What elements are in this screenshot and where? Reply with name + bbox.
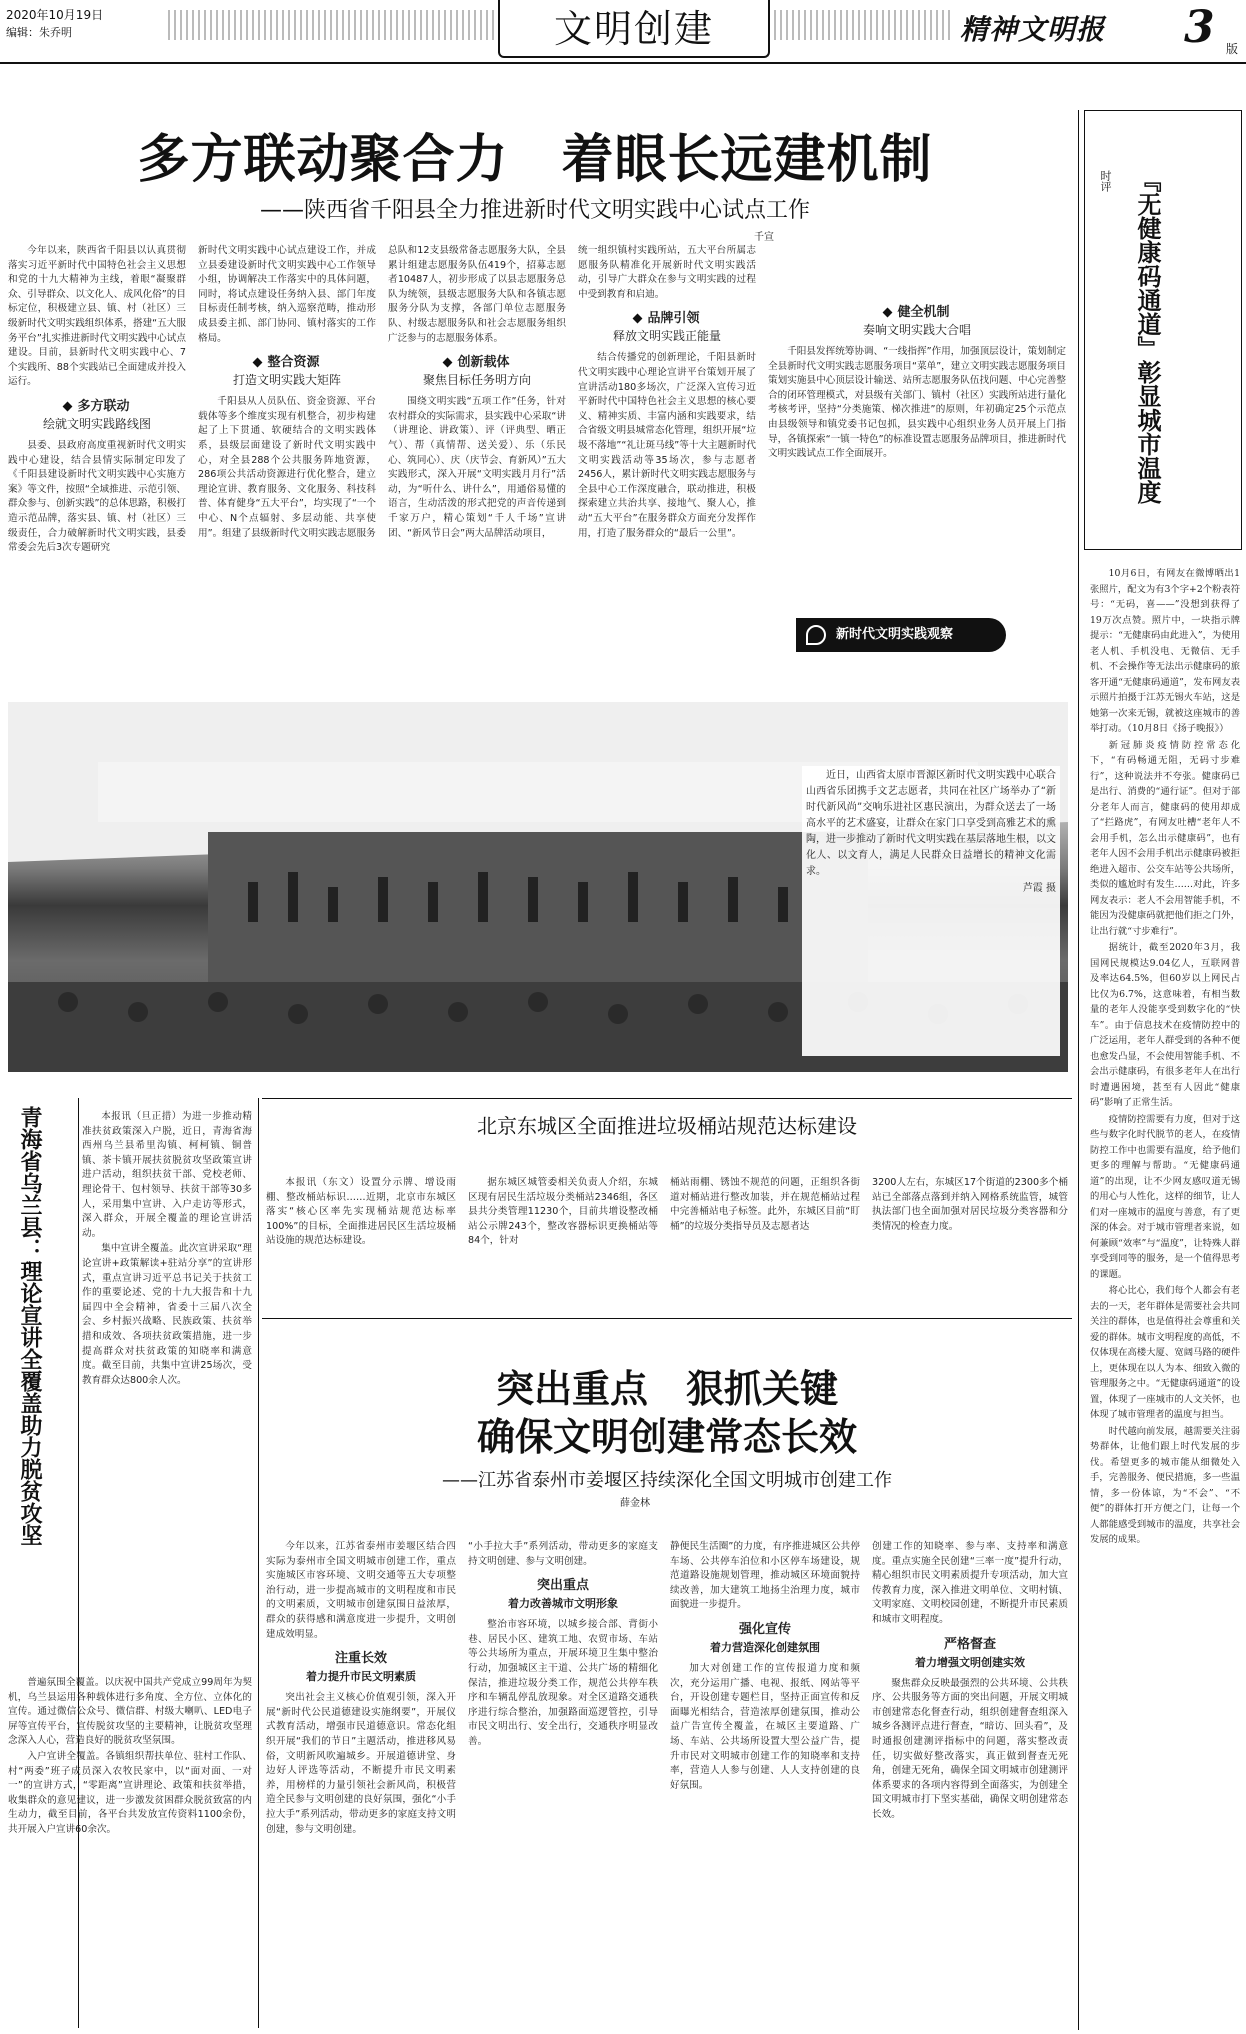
paragraph: 普遍氛围全覆盖。以庆祝中国共产党成立99周年为契机，乌兰县运用各种载体进行多角度、全方位、立体化的宣传。通过微信公众号、微信群、村级大喇叭、LED电子屏等宣传平台，宣传脱贫攻坚的主要精神，让脱贫攻坚理念深入人心，营造良好的脱贫攻坚氛围。	[8, 1677, 252, 1747]
paragraph: 加大对创建工作的宣传报道力度和频次，充分运用广播、电视、报纸、网站等平台，开设创建专题栏目，坚持正面宣传和反面曝光相结合，营造浓厚创建氛围，推动公益广告宣传全覆盖，在城区主要道路、广场、车站、公共场所设置大型公益广告，提升市民对文明城市创建工作的知晓率和支持率，营造人人参与创建、人人支持创建的良好氛围。	[670, 1662, 860, 1791]
paragraph: 疫情防控需要有力度，但对于这些与数字化时代脱节的老人，在疫情防控工作中也需要有温度，给予他们更多的理解与帮助。“无健康码通道”的出现，让不少网友感叹道无锡的用心与人性化，这样的细节，让人们对一座城市的温度与善意，有了更深的体会。对于城市管理者来说，如何兼顾“效率”与“温度”，让特殊人群享受到同等的服务，是一个值得思考的课题。	[1090, 1113, 1240, 1280]
beijing-col-4: 3200人左右，东城区17个街道的2300多个桶站已全部落点落到并纳入网格系统监管，城管执法部门也全面加强对居民垃圾分类容器和分类情况的检查力度。	[872, 1177, 1068, 1232]
beijing-col-1: 本报讯（东文）设置分示牌、增设雨棚、整改桶站标识……近期，北京市东城区落实“核心区率先实现桶站规范达标率100%”的目标，全面推进居民区生活垃圾桶站设施的规范达标建设。	[266, 1177, 456, 1247]
page-number: 3	[1184, 2, 1215, 53]
paragraph: 新冠肺炎疫情防控常态化下，“有码畅通无阻，无码寸步难行”，这种说法并不夸张。健康码已是出行、消费的“通行证”。但对于部分老年人而言，健康码的使用却成了“拦路虎”，有网友吐槽“老年人不会用手机，怎么出示健康码”，也有老年人因不会用手机出示健康码被拒绝进入超市、公交车站等公共场所，类似的尴尬时有发生……对此，许多网友表示：老人不会用智能手机，不能因为没健康码就把他们拒之门外，让出行就“寸步难行”。	[1090, 739, 1240, 937]
paragraph: 统一组织镇村实践所站，五大平台所属志愿服务队精准化开展新时代文明实践活动，引导广大群众在参与文明实践的过程中受到教育和启迪。	[578, 245, 756, 300]
photo-credit: 芦霞 摄	[1022, 883, 1056, 894]
main-col-4	[578, 244, 756, 669]
qinghai-title: 青海省乌兰县：理论宣讲全覆盖助力脱贫攻坚	[17, 1106, 42, 1546]
editor-credit: 编辑：朱乔明	[6, 26, 72, 39]
subheading: 创新载体 聚焦目标任务明方向	[422, 355, 531, 388]
section-title: 文明创建	[553, 7, 714, 51]
subheading: 突出重点 着力改善城市文明形象	[508, 1578, 618, 1611]
paragraph: 创建工作的知晓率、参与率、支持率和满意度。重点实施全民创建“三率一度”提升行动，精心组织市民文明素质提升专项活动，加大宣传教育力度，深入推进文明单位、文明村镇、文明家庭、文明校园创建，不断提升市民素质和城市文明程度。	[872, 1541, 1068, 1625]
shield-icon	[806, 625, 826, 645]
diamond-icon	[253, 358, 263, 368]
paragraph: 据统计，截至2020年3月，我国网民规模达9.04亿人，互联网普及率达64.5%，但60岁以上网民占比仅为6.7%，这意味着，有相当数量的老年人没能享受到数字化的“快车”。由于信息技术在疫情防控中的广泛运用，老年人群受到的各种不便也愈发凸显，不会使用智能手机、不会出示健康码，有很多老年人在出行时遭遇困境，甚至有人因此“健康码”影响了正常生活。	[1090, 942, 1240, 1108]
paragraph: 将心比心，我们每个人都会有老去的一天，老年群体是需要社会共同关注的群体，也是值得社会尊重和关爱的群体。城市文明程度的高低，不仅体现在高楼大厦、宽阔马路的硬件上，更体现在以人为本、细致入微的管理服务之中。“无健康码通道”的设置，体现了一座城市的人文关怀，也体现了城市管理者的温度与担当。	[1090, 1285, 1240, 1420]
qinghai-body	[82, 1110, 252, 1670]
commentary-tag: 时评	[1099, 170, 1112, 192]
subheading: 强化宣传 着力营造深化创建氛围	[710, 1621, 820, 1654]
header-rule	[0, 62, 1246, 64]
paragraph: 突出社会主义核心价值观引领，深入开展“新时代公民道德建设实施纲要”，开展仪式教育活动，增强市民道德意识。常态化组织开展“我们的节日”主题活动，推进移风易俗，文明新风吹遍城乡。开展道德讲堂、身边好人评选等活动，不断提升市民文明素养，用榜样的力量引领社会新风尚，积极营造全民参与文明创建的良好氛围，强化“小手拉大手”系列活动，带动更多的家庭支持文明创建，参与文明创建。	[266, 1692, 456, 1835]
diamond-icon	[633, 314, 643, 324]
main-col-3	[388, 244, 566, 669]
jiangsu-title-1: 突出重点 狠抓关键	[495, 1367, 838, 1411]
paragraph: 今年以来，陕西省千阳县以认真贯彻落实习近平新时代中国特色社会主义思想和党的十九大精神为主线，着眼“凝聚群众、引导群众、以文化人、成风化俗”的目标定位，积极建立县、镇、村（社区）三级新时代文明实践组织体系，搭建“五大服务平台”扎实推进新时代文明实践中心试点建设。目前，县新时代文明实践中心、7个实践所、88个实践站已全面建成并投入运行。	[8, 245, 186, 388]
jiangsu-col-2	[468, 1540, 658, 2028]
beijing-bottom-rule	[262, 1318, 1072, 1319]
paragraph: 围绕文明实践“五项工作”任务，针对农村群众的实际需求，县实践中心采取“讲（讲理论、讲政策）、评（评典型、晒正气）、帮（真情帮、送关爱）、乐（乐民心、筑同心）、庆（庆节会、育新风）”五大实践形式，深入开展“文明实践月月行”活动，为“听什么、讲什么”，用通俗易懂的语言，生动活泼的形式把党的声音传递到千家万户，精心策划“千人千场”宣讲团、“新风节日会”两大品牌活动项目，	[388, 396, 566, 539]
jiangsu-col-4	[872, 1540, 1068, 2028]
diamond-icon	[443, 358, 453, 368]
right-column-rule	[1078, 110, 1079, 2030]
paragraph: 新时代文明实践中心试点建设工作，并成立县委建设新时代文明实践中心工作领导小组，协调解决工作落实中的具体问题，同时，将试点建设任务纳入县、部门年度目标责任制考核，纳入巡察范畴，推动形成县委主抓、部门协同、镇村落实的工作格局。	[198, 245, 376, 344]
paragraph: 时代越向前发展，越需要关注弱势群体，让他们跟上时代发展的步伐。希望更多的城市能从细微处入手，完善服务、便民措施，多一些温情，多一份体谅，为“不会”、“不便”的群体打开方便之门，让每一个人都能感受到城市的温度，共享社会发展的成果。	[1090, 1425, 1240, 1545]
commentary-title: 『无健康码通道』彰显城市温度	[1133, 168, 1161, 504]
paragraph: 今年以来，江苏省泰州市姜堰区结合四实际为泰州市全国文明城市创建工作，重点实施城区市容环境、文明交通等五大专项整治行动，进一步提高城市的文明程度和市民的文明素质，文明城市创建氛围日益浓厚，群众的获得感和满意度进一步提升，文明创建成效明显。	[266, 1541, 456, 1640]
column-logo: 新时代文明实践观察	[796, 618, 1006, 652]
paragraph: 整治市容环境，以城乡接合部、背街小巷、居民小区、建筑工地、农贸市场、车站等公共场所为重点，开展环境卫生集中整治行动，加强城区主干道、公共广场的精细化保洁，推进垃圾分类工作，规范公共停车秩序和车辆乱停乱放现象。对全区道路交通秩序进行综合整治，加强路面巡逻管控，引导市民文明出行、安全出行，交通秩序明显改善。	[468, 1619, 658, 1747]
photo-caption: 近日，山西省太原市晋源区新时代文明实践中心联合山西省乐团携手文艺志愿者，共同在社区广场举办了“新时代新风尚”交响乐进社区惠民演出，为群众送去了一场高水平的艺术盛宴，让群众在家门口享受到高雅艺术的熏陶，进一步推动了新时代文明实践在基层落地生根，以文化人、以文育人，满足人民群众日益增长的精神文化需求。 芦霞 摄	[802, 766, 1060, 1056]
subheading: 多方联动 绘就文明实践路线图	[42, 398, 151, 431]
paragraph: 千阳县从人员队伍、资金资源、平台载体等多个维度实现有机整合，初步构建起了上下贯通、软硬结合的文明实践体系，县级层面建设了新时代文明实践中心，对全县288个公共服务阵地资源，286项公共活动资源进行优化整合，建立理论宣讲、教育服务、文化服务、科技科普、体育健身“五大平台”，均实现了“一个中心、N个点辐射、多层动能、共享使用”。组建了县级新时代文明实践志愿服务	[198, 396, 376, 539]
paragraph: 聚焦群众反映最强烈的公共环境、公共秩序、公共服务等方面的突出问题，开展文明城市创建常态化督查行动，组织创建督查组深入城乡各测评点进行督查，“暗访、回头看”，及时通报创建测评指标中的问题，落实整改责任，切实做好整改落实，真正做到督查无死角，创建无死角，确保全国文明城市创建测评体系要求的各项内容得到全面落实，为创建全国文明城市打下坚实基础，确保文明创建常态长效。	[872, 1677, 1068, 1820]
paragraph: 集中宣讲全覆盖。此次宣讲采取“理论宣讲+政策解读+驻站分享”的宣讲形式，重点宣讲习近平总书记关于扶贫工作的重要论述、党的十九大报告和十九届四中全会精神，省委十三届八次全会、乡村振兴战略、民族政策、扶贫举措和成效、各项扶贫政策措施，进一步提高群众对扶贫政策的知晓率和满意度。截至目前，共集中宣讲25场次，受教育群众达800余人次。	[82, 1243, 252, 1386]
beijing-top-rule	[262, 1098, 1072, 1099]
diamond-icon	[63, 401, 73, 411]
qinghai-right-rule	[258, 1098, 259, 2028]
beijing-col-3: 桶站雨棚、锈蚀不规范的问题，正组织各街道对桶站进行整改加装，并在规范桶站过程中完善桶站电子标签。此外，东城区目前“盯桶”的垃圾分类指导员及志愿者达	[670, 1177, 860, 1232]
subheading: 注重长效 着力提升市民文明素质	[306, 1651, 416, 1684]
subheading: 整合资源 打造文明实践大矩阵	[232, 355, 341, 388]
paper-name: 精神文明报	[960, 13, 1106, 46]
jiangsu-col-1	[266, 1540, 456, 2028]
subheading: 严格督查 着力增强文明创建实效	[915, 1636, 1025, 1669]
qinghai-body-bottom	[8, 1676, 252, 2026]
issue-date: 2020年10月19日	[6, 8, 104, 22]
main-article-subtitle: ——陕西省千阳县全力推进新时代文明实践中心试点工作	[259, 198, 810, 223]
page-header	[0, 0, 1246, 64]
main-col-2	[198, 244, 376, 669]
main-article-author: 千宣	[754, 232, 774, 243]
jiangsu-col-3	[670, 1540, 860, 2028]
paragraph: 静便民生活圈”的力度，有序推进城区公共停车场、公共停车泊位和小区停车场建设，规范道路设施规划管理，推动城区环境面貌持续改善，加大建筑工地扬尘治理力度，城市面貌进一步提升。	[670, 1541, 860, 1611]
paragraph: 结合传播党的创新理论，千阳县新时代文明实践中心理论宣讲平台策划开展了宣讲活动180多场次，广泛深入宣传习近平新时代中国特色社会主义思想的核心要义、精神实质、丰富内涵和实践要求，结合省级文明县城常态化管理，组织开展“垃圾不落地”“礼让斑马线”等十大主题新时代文明实践活动等35场次，参与志愿者2456人，累计新时代文明实践志愿服务与全县中心工作深度融合，联动推进，积极探索建立共治共享、接地气、聚人心，推动“五大平台”在服务群众方面充分发挥作用，打造了服务群众的“最后一公里”。	[578, 352, 756, 539]
diamond-icon	[883, 308, 893, 318]
beijing-title: 北京东城区全面推进垃圾桶站规范达标建设	[477, 1114, 857, 1138]
subheading: 品牌引领 释放文明实践正能量	[612, 311, 721, 344]
header-stripes-right	[774, 10, 954, 40]
jiangsu-title-2: 确保文明创建常态长效	[476, 1415, 857, 1459]
paragraph: 入户宣讲全覆盖。各镇组织帮扶单位、驻村工作队、村“两委”班子成员深入农牧民家中，以“面对面、一对一”的宣讲方式，“零距离”宣讲理论、政策和扶贫举措，收集群众的意见建议，进一步激发贫困群众脱贫致富的内生动力，截至目前，各平台共发放宣传资料1100余份，共开展入户宣讲60余次。	[8, 1750, 252, 1835]
paragraph: 10月6日，有网友在微博晒出1张照片，配文为有3个字+2个粉表符号：“无码，喜——”没想到获得了19万次点赞。照片中，一块指示牌提示：“无健康码由此进入”，为使用老人机、手机没电、无微信、无手机、不会操作等无法出示健康码的旅客开通“无健康码通道”，发布网友表示照片拍摄于江苏无锡火车站，这是她第一次来无锡，就被这座城市的善举打动。（10月8日《扬子晚报》）	[1090, 568, 1240, 734]
page-number-suffix: 版	[1226, 42, 1239, 56]
commentary-body	[1090, 566, 1240, 2028]
main-article-title: 多方联动聚合力 着眼长远建机制	[137, 130, 933, 190]
paragraph: 总队和12支县级常备志愿服务大队，全县累计组建志愿服务队伍419个，招募志愿者10487人，初步形成了以县志愿服务总队为统领，县级志愿服务大队和各镇志愿服务分队为支撑，各部门单位志愿服务队、村级志愿服务队和社会志愿服务组织广泛参与的志愿服务体系。	[388, 245, 566, 344]
paragraph: 县委、县政府高度重视新时代文明实践中心建设，结合县情实际制定印发了《千阳县建设新时代文明实践中心实施方案》等文件，按照“全域推进、示范引领、群众参与、创新实践”的总体思路，积极打造示范品牌，落实县、镇、村（社区）三级责任，合力破解新时代文明实践，县委常委会先后3次专题研究	[8, 439, 186, 554]
header-stripes	[168, 10, 498, 40]
jiangsu-author: 薛金林	[620, 1498, 650, 1509]
jiangsu-subtitle: ——江苏省泰州市姜堰区持续深化全国文明城市创建工作	[442, 1470, 892, 1491]
paragraph: 本报讯（旦正措）为进一步推动精准扶贫政策深入户脱，近日，青海省海西州乌兰县希里沟镇、柯柯镇、铜普镇、茶卡镇开展扶贫脱贫攻坚政策宣讲进户活动，组织扶贫干部、党校老师、理论骨干、包村领导、扶贫干部等30多人，采用集中宣讲、入户走访等形式，深入群众，开展全覆盖的理论宣讲活动。	[82, 1111, 252, 1239]
main-col-1	[8, 244, 186, 669]
paragraph: “小手拉大手”系列活动，带动更多的家庭支持文明创建、参与文明创建。	[468, 1541, 658, 1567]
beijing-col-2: 据东城区城管委相关负责人介绍，东城区现有居民生活垃圾分类桶站2346组，各区县共分类管理11230个，目前共增设整改桶站公示牌243个，整改容器标识更换桶站等84个，针对	[468, 1177, 658, 1247]
main-col-5	[768, 244, 1066, 574]
subheading: 健全机制 奏响文明实践大合唱	[862, 305, 971, 337]
paragraph: 千阳县发挥统筹协调、“一线指挥”作用，加强顶层设计，策划制定全县新时代文明实践志愿服务项目“菜单”，建立文明实践志愿服务项目策划实施县中心顶层设计输送、站所志愿服务队伍找问题、中心完善整合的闭环管理模式，对县级有关部门、镇村（社区）实践所站进行量化考核考评，坚持“分类施策、梯次推进”的原则，年初确定25个示范点由县级领导和镇党委书记包抓，县实践中心组织业务人员开展上门指导，各镇探索“一镇一特色”的标准设置志愿服务品牌项目，推进新时代文明实践试点工作全面展开。	[768, 346, 1066, 460]
